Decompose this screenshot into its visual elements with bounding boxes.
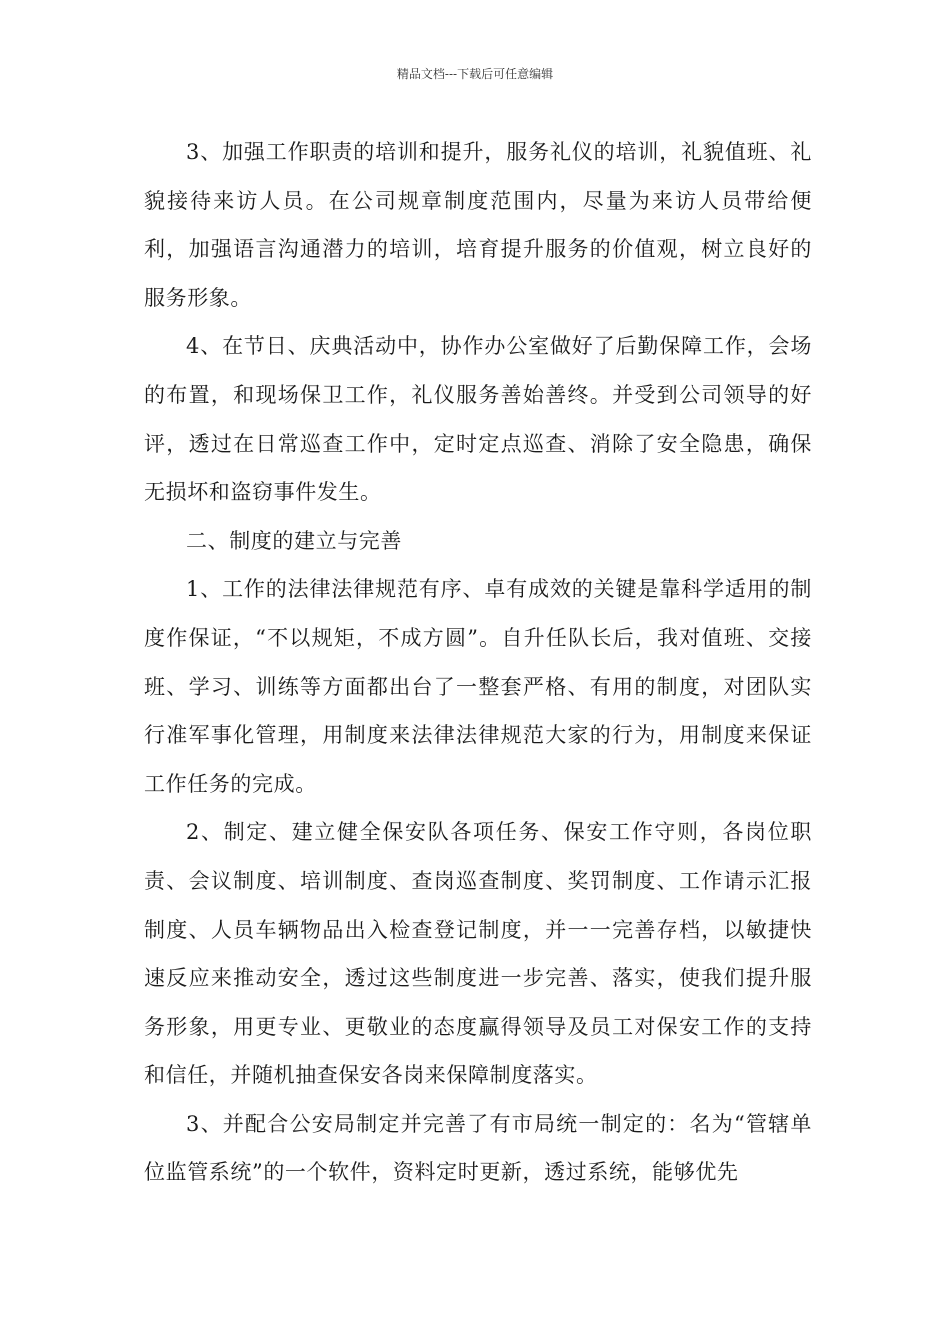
paragraph-rules-established: 2、制定、建立健全保安队各项任务、保安工作守则，各岗位职责、会议制度、培训制度、查岗巡查制度、奖罚制度、工作请示汇报制度、人员车辆物品出入检查登记制度，并一一完善存档，以敏捷快速反应来推动安全，透过这些制度进一步完善、落实，使我们提升服务形象，用更专业、更敬业的态度赢得领导及员工对保安工作的支持和信任，并随机抽查保安各岗来保障制度落实。 bbox=[144, 820, 812, 1088]
paragraph-rules-guarantee: 1、工作的法律法律规范有序、卓有成效的关键是靠科学适用的制度作保证，“不以规矩，不成方圆”。自升任队长后，我对值班、交接班、学习、训练等方面都出台了一整套严格、有用的制度，对团队实行准军事化管理，用制度来法律法律规范大家的行为，用制度来保证工作任务的完成。 bbox=[144, 577, 812, 796]
section-heading-system-building: 二、制度的建立与完善 bbox=[186, 528, 402, 553]
paragraph-police-system: 3、并配合公安局制定并完善了有市局统一制定的：名为“管辖单位监管系统”的一个软件，资料定时更新，透过系统，能够优先 bbox=[144, 1111, 812, 1185]
page-header: 精品文档---下载后可任意编辑 bbox=[396, 67, 554, 81]
paragraph-event-support: 4、在节日、庆典活动中，协作办公室做好了后勤保障工作，会场的布置，和现场保卫工作，礼仪服务善始善终。并受到公司领导的好评，透过在日常巡查工作中，定时定点巡查、消除了安全隐患，确保无损坏和盗窃事件发生。 bbox=[144, 334, 812, 505]
paragraph-service-training: 3、加强工作职责的培训和提升，服务礼仪的培训，礼貌值班、礼貌接待来访人员。在公司规章制度范围内，尽量为来访人员带给便利，加强语言沟通潜力的培训，培育提升服务的价值观，树立良好的服务形象。 bbox=[144, 140, 812, 310]
document-body bbox=[144, 128, 812, 1197]
